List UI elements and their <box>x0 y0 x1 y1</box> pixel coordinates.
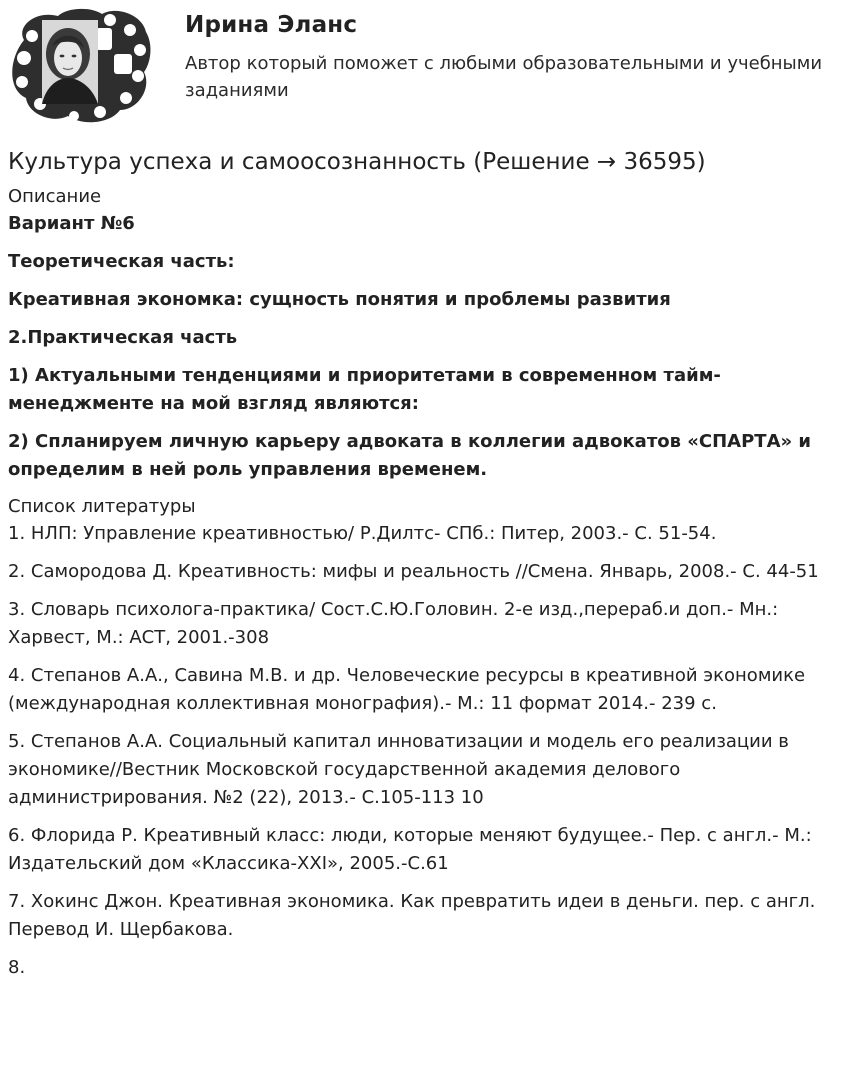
description-label: Описание <box>8 186 102 207</box>
theory-topic: Креативная экономка: сущность понятия и проблемы развития <box>8 289 671 310</box>
literature-item: 1. НЛП: Управление креативностью/ Р.Дилтс- СПб.: Питер, 2003.- С. 51-54. <box>8 523 717 544</box>
literature-item: 5. Степанов А.А. Социальный капитал инноватизации и модель его реализации в экономике//Вестник Московской государственной академия делового администрирования. №2 (22), 2013.- С.105-113 10 <box>8 731 789 808</box>
page-title: Культура успеха и самоосознанность (Решение → 36595) <box>8 149 706 175</box>
author-name[interactable]: Ирина Эланс <box>185 12 358 38</box>
practice-heading: 2.Практическая часть <box>8 327 238 348</box>
practice-task-1: 1) Актуальными тенденциями и приоритетами в современном тайм-менеджменте на мой взгляд являются: <box>8 365 721 414</box>
literature-item: 6. Флорида Р. Креативный класс: люди, которые меняют будущее.- Пер. с англ.- М.: Издательский дом «Классика-XXI», 2005.-С.61 <box>8 825 812 874</box>
literature-item: 8. <box>8 957 26 978</box>
author-description: Автор который поможет с любыми образовательными и учебными заданиями <box>185 53 823 101</box>
theory-heading: Теоретическая часть: <box>8 251 235 272</box>
document-content <box>8 146 838 992</box>
literature-label: Список литературы <box>8 496 196 517</box>
film-reel-avatar-icon <box>6 6 152 126</box>
variant-heading: Вариант №6 <box>8 213 135 234</box>
literature-item: 3. Словарь психолога-практика/ Сост.С.Ю.Головин. 2-е изд.,перераб.и доп.- Мн.: Харвест, М.: АСТ, 2001.-308 <box>8 599 779 648</box>
author-header <box>0 0 847 130</box>
literature-item: 7. Хокинс Джон. Креативная экономика. Как превратить идеи в деньги. пер. с англ. Перевод И. Щербакова. <box>8 891 816 940</box>
literature-item: 4. Степанов А.А., Савина М.В. и др. Человеческие ресурсы в креативной экономике (международная коллективная монография).- М.: 11 формат 2014.- 239 с. <box>8 665 806 714</box>
practice-task-2: 2) Спланируем личную карьеру адвоката в коллегии адвокатов «СПАРТА» и определим в ней роль управления временем. <box>8 431 812 480</box>
literature-item: 2. Самородова Д. Креативность: мифы и реальность //Смена. Январь, 2008.- С. 44-51 <box>8 561 819 582</box>
author-avatar[interactable] <box>6 6 152 126</box>
